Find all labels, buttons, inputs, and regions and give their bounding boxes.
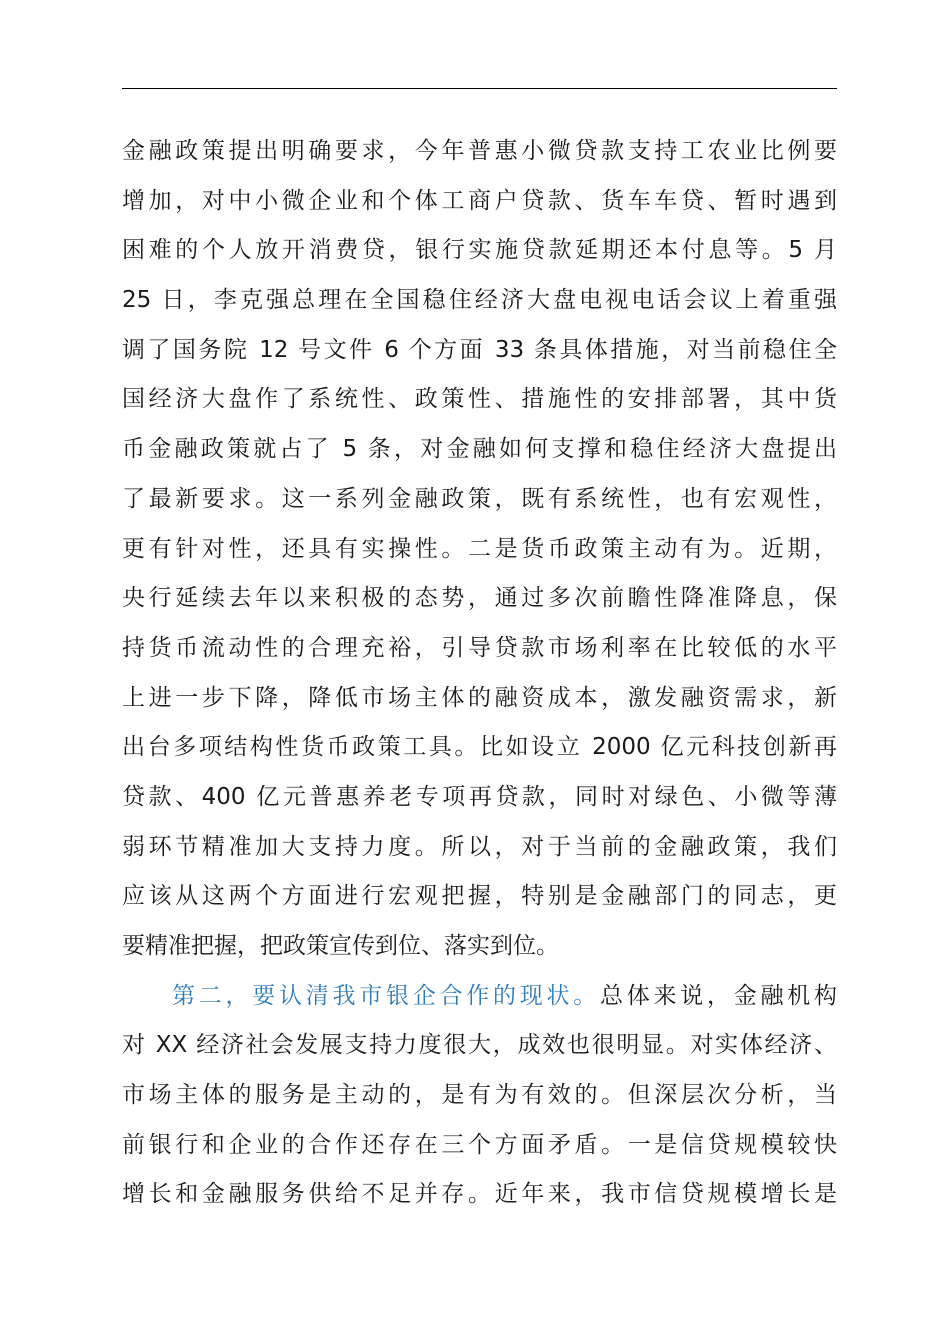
- text-line: 增加，对中小微企业和个体工商户贷款、货车车贷、暂时遇到: [122, 187, 837, 214]
- text-run: 总体来说，金融机构: [600, 982, 837, 1009]
- text-line: 调了国务院 12 号文件 6 个方面 33 条具体措施，对当前稳住全: [122, 336, 837, 363]
- paragraph-1: [122, 127, 837, 972]
- text-line: 弱环节精准加大支持力度。所以，对于当前的金融政策，我们: [122, 833, 837, 860]
- paragraph-2: [122, 972, 837, 1220]
- text-line: 前银行和企业的合作还存在三个方面矛盾。一是信贷规模较快: [122, 1131, 837, 1158]
- header-rule: [122, 88, 837, 89]
- text-line: 币金融政策就占了 5 条，对金融如何支撑和稳住经济大盘提出: [122, 436, 837, 463]
- paragraph-2-first-line: [122, 972, 837, 1022]
- text-line: 国经济大盘作了系统性、政策性、措施性的安排部署，其中货: [122, 386, 837, 413]
- text-line: 上进一步下降，降低市场主体的融资成本，激发融资需求，新: [122, 684, 837, 711]
- text-line: 了最新要求。这一系列金融政策，既有系统性，也有宏观性，: [122, 485, 837, 512]
- text-line: 央行延续去年以来积极的态势，通过多次前瞻性降准降息，保: [122, 585, 837, 612]
- section-heading: 第二，要认清我市银企合作的现状。: [172, 982, 600, 1009]
- text-line: 更有针对性，还具有实操性。二是货币政策主动有为。近期，: [122, 535, 837, 562]
- document-body: [122, 127, 837, 1220]
- text-line: 出台多项结构性货币政策工具。比如设立 2000 亿元科技创新再: [122, 734, 837, 761]
- text-line: 25 日，李克强总理在全国稳住经济大盘电视电话会议上着重强: [122, 287, 837, 314]
- text-line: 应该从这两个方面进行宏观把握，特别是金融部门的同志，更: [122, 883, 837, 910]
- text-line: 困难的个人放开消费贷，银行实施贷款延期还本付息等。5 月: [122, 237, 837, 264]
- text-line: 要精准把握，把政策宣传到位、落实到位。: [122, 933, 559, 959]
- text-line: 金融政策提出明确要求，今年普惠小微贷款支持工农业比例要: [122, 138, 837, 164]
- text-line: 持货币流动性的合理充裕，引导贷款市场利率在比较低的水平: [122, 634, 837, 661]
- text-line: 贷款、400 亿元普惠养老专项再贷款，同时对绿色、小微等薄: [122, 783, 837, 810]
- text-line: 市场主体的服务是主动的，是有为有效的。但深层次分析，当: [122, 1082, 837, 1109]
- text-line: 增长和金融服务供给不足并存。近年来，我市信贷规模增长是: [122, 1181, 837, 1208]
- text-line: 对 XX 经济社会发展支持力度很大，成效也很明显。对实体经济、: [122, 1032, 837, 1059]
